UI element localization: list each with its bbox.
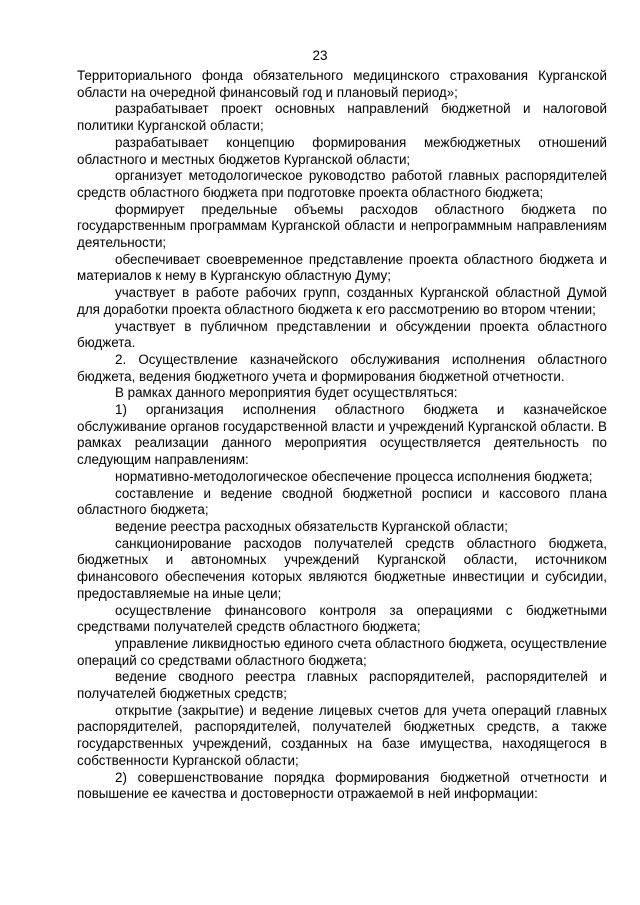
paragraph: организует методологическое руководство работой главных распорядителей средств областного бюджета при подготовке проекта областного бюджета;: [77, 168, 607, 200]
paragraph: обеспечивает своевременное представление проекта областного бюджета и материалов к нему в Курганскую областную Думу;: [77, 251, 607, 284]
paragraph: осуществление финансового контроля за операциями с бюджетными средствами получателей средств областного бюджета;: [77, 602, 607, 635]
paragraph: ведение реестра расходных обязательств Курганской области;: [115, 518, 508, 534]
paragraph: В рамках данного мероприятия будет осуществляться:: [115, 385, 458, 401]
paragraph: Территориального фонда обязательного медицинского страхования Курганской области на очередной финансовый год и плановый период»;: [77, 68, 607, 100]
paragraph: санкционирование расходов получателей средств областного бюджета, бюджетных и автономных учреждений Курганской области, источником финансового обеспечения которых являются бюджетные инвестиции и субсидии, предоставляемые на иные цели;: [77, 535, 607, 601]
paragraph: управление ликвидностью единого счета областного бюджета, осуществление операций со средствами областного бюджета;: [77, 635, 607, 668]
paragraph: разрабатывает концепцию формирования межбюджетных отношений областного и местных бюджетов Курганской области;: [77, 134, 607, 167]
paragraph: открытие (закрытие) и ведение лицевых счетов для учета операций главных распорядителей, распорядителей, получателей бюджетных средств, а также государственных учреждений, созданных на базе имущества, находящегося в собственности Курганской области;: [77, 702, 607, 768]
paragraph: 2) совершенствование порядка формирования бюджетной отчетности и повышение ее качества и достоверности отражаемой в ней информации:: [77, 769, 607, 802]
paragraph: 1) организация исполнения областного бюджета и казначейское обслуживание органов государственной власти и учреждений Курганской области. В рамках реализации данного мероприятия осуществляется деятельность по следующим направлениям:: [77, 402, 607, 468]
paragraph: формирует предельные объемы расходов областного бюджета по государственным программам Курганской области и непрограммным направлениям деятельности;: [77, 201, 607, 251]
paragraph: участвует в работе рабочих групп, созданных Курганской областной Думой для доработки проекта областного бюджета к его рассмотрению во втором чтении;: [77, 285, 607, 317]
document-body: [77, 68, 607, 803]
paragraph: 2. Осуществление казначейского обслуживания исполнения областного бюджета, ведения бюджетного учета и формирования бюджетной отчетности.: [77, 351, 607, 384]
paragraph: ведение сводного реестра главных распорядителей, распорядителей и получателей бюджетных средств;: [77, 669, 607, 702]
page-number: 23: [312, 48, 328, 63]
paragraph: разрабатывает проект основных направлений бюджетной и налоговой политики Курганской области;: [77, 101, 607, 134]
paragraph: составление и ведение сводной бюджетной росписи и кассового плана областного бюджета;: [77, 485, 607, 518]
paragraph: участвует в публичном представлении и обсуждении проекта областного бюджета.: [77, 318, 607, 351]
paragraph: нормативно-методологическое обеспечение процесса исполнения бюджета;: [115, 468, 593, 484]
